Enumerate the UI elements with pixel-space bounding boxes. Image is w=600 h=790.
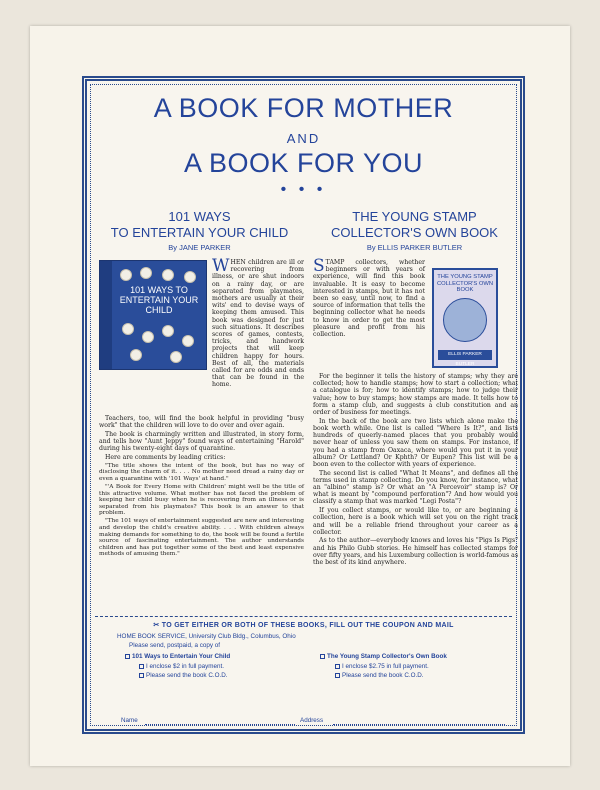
right-title-line-2: COLLECTOR'S OWN BOOK [331, 225, 498, 240]
right-title-line-1: THE YOUNG STAMP [352, 209, 477, 224]
cover-title: THE YOUNG STAMP COLLECTOR'S OWN BOOK [436, 274, 494, 293]
child-face-icon [130, 349, 142, 361]
left-title-line-2: TO ENTERTAIN YOUR CHILD [110, 225, 289, 240]
book1-cod-option[interactable]: Please send the book C.O.D. [139, 672, 228, 679]
left-body-text [99, 415, 304, 560]
headline-line-2: A BOOK FOR YOU [183, 148, 424, 178]
child-face-icon [122, 323, 134, 335]
name-field[interactable] [145, 724, 295, 725]
right-paragraph-1: TAMP collectors, whether beginners or with years of experience, will find this book invaluable. It is easy to become interested in stamps, but it has not been so easy, until now, to find a source of information that tells the beginning collector what he needs to know in order to get the most pleasure and profit from his collection. [313, 259, 425, 339]
right-paragraph-4: The second list is called "What It Means", and defines all the terms used in stamp collecting. Do you know, for instance, what an "albino" stamp is? Or what an "A Percevoir" stamp is? Or what is meant by "compound perforation"? And how would you classify a stamp that was marked "Legi Posta"? [313, 469, 518, 506]
child-face-icon [162, 325, 174, 337]
left-paragraph-3: The book is charmingly written and illustrated, in story form, and tells how "Aunt Jeppy" found ways of entertaining "Harold" during his twenty-eight days of quarantine. [99, 430, 304, 453]
child-face-icon [140, 267, 152, 279]
book1-pay-option[interactable]: I enclose $2 in full payment. [139, 663, 224, 670]
child-face-icon [170, 351, 182, 363]
order-book1-checkbox[interactable]: 101 Ways to Entertain Your Child [125, 653, 230, 660]
left-intro-text [212, 256, 304, 389]
order-book2-checkbox[interactable]: The Young Stamp Collector's Own Book [320, 653, 447, 660]
cover-author: ELLIS PARKER BUTLER [438, 350, 492, 360]
right-paragraph-6: As to the author—everybody knows and loves his "Pigs Is Pigs" and his Philo Gubb stories. He himself has collected stamps for over fifty years, and his Luxemburg collection is world-famous as the best of its kind anywhere. [313, 537, 518, 567]
drop-cap: W [212, 256, 230, 276]
headline-line-1: A BOOK FOR MOTHER [153, 93, 454, 123]
left-paragraph-2: Teachers, too, will find the book helpful in providing "busy work" that the children will love to do over and over again. [99, 415, 304, 430]
book2-pay-option[interactable]: I enclose $2.75 in full payment. [335, 663, 429, 670]
child-face-icon [142, 331, 154, 343]
right-byline: By ELLIS PARKER BUTLER [366, 243, 463, 252]
book-cover-101-ways [99, 260, 207, 370]
book2-cod-option[interactable]: Please send the book C.O.D. [335, 672, 424, 679]
left-paragraph-1: HEN children are ill or recovering from illness, or are shut indoors on a rainy day, or are separated from playmates, mothers are usually at their wits' end to devise ways of keeping them amused. This book was designed for just such situations. It describes scores of games, contests, tricks, and handwork projects that will keep children happy for hours. Best of all, the materials called for are odds and ends that can be found in the home. [212, 259, 304, 389]
globe-icon [443, 298, 487, 342]
advertisement-frame [82, 76, 525, 734]
left-paragraph-4: Here are comments by leading critics: [105, 454, 226, 462]
right-paragraph-5: If you collect stamps, or would like to, or are beginning a collection, here is a book which will set you on the right track and will be a reliable friend throughout your career as a collector. [313, 507, 518, 536]
right-intro-text [313, 256, 425, 339]
headline-and: AND [286, 131, 321, 146]
drop-cap: S [313, 256, 325, 276]
coupon-heading: ✂ TO GET EITHER OR BOTH OF THESE BOOKS, FILL OUT THE COUPON AND MAIL [153, 622, 454, 629]
scissors-icon: ✂ [153, 622, 162, 629]
critic-quote-1: "The title shows the intent of the book, but has no way of disclosing the charm of it. . . . No mother need dread a rainy day or even a quarantine with '101 Ways' at hand." [99, 462, 304, 482]
critic-quote-3: "The 101 ways of entertainment suggested are new and interesting and develop the child's creative ability. . . . With children always making demands for something to do, the book will be found a fertile source of fascinating entertainment. The author understands children and has put together some of the best and least expensive methods of amusing them." [99, 518, 304, 558]
critic-quote-2: "'A Book for Every Home with Children' might well be the title of this attractive volume. What mother has not faced the problem of keeping her child busy when he is recovering from an illness or is separated from his playmates? This book is an answer to that problem. [99, 484, 304, 517]
right-paragraph-2: For the beginner it tells the history of stamps; why they are collected; how to handle stamps; how to start a collection; what a catalogue is for; how to identify stamps; how to judge their value; how to buy stamps; how stamps are made. It tells how to form a stamp club, and suggests a club constitution and an order of business for meetings. [313, 373, 518, 417]
name-label: Name [121, 717, 138, 724]
cover-title: 101 WAYS TO ENTERTAIN YOUR CHILD [119, 285, 199, 315]
coupon-instructions: Please send, postpaid, a copy of [129, 642, 221, 649]
child-face-icon [182, 335, 194, 347]
child-face-icon [184, 271, 196, 283]
right-body-text [313, 373, 518, 568]
left-byline: By JANE PARKER [168, 243, 231, 252]
left-title-line-1: 101 WAYS [168, 209, 231, 224]
order-coupon [95, 616, 512, 679]
child-face-icon [120, 269, 132, 281]
address-field[interactable] [333, 724, 505, 725]
address-label: Address [300, 717, 324, 724]
book-spine [100, 261, 112, 369]
book-cover-stamp-collector [432, 268, 498, 368]
coupon-address: HOME BOOK SERVICE, University Club Bldg., Columbus, Ohio [117, 633, 296, 640]
child-face-icon [162, 269, 174, 281]
right-paragraph-3: In the back of the book are two lists which alone make the book worth while. One list is called "Where Is It?", and lists hundreds of queerly-named places that you probably would never hear of unless you saw them on stamps. For instance, if you had a stamp from Oaxaca, where would you put it in your album? Or Lettland? Or Kphth? Or Eupen? This list will be a boon even to the collector with years of experience. [313, 417, 518, 468]
ornament-dots: • • • [280, 181, 327, 198]
